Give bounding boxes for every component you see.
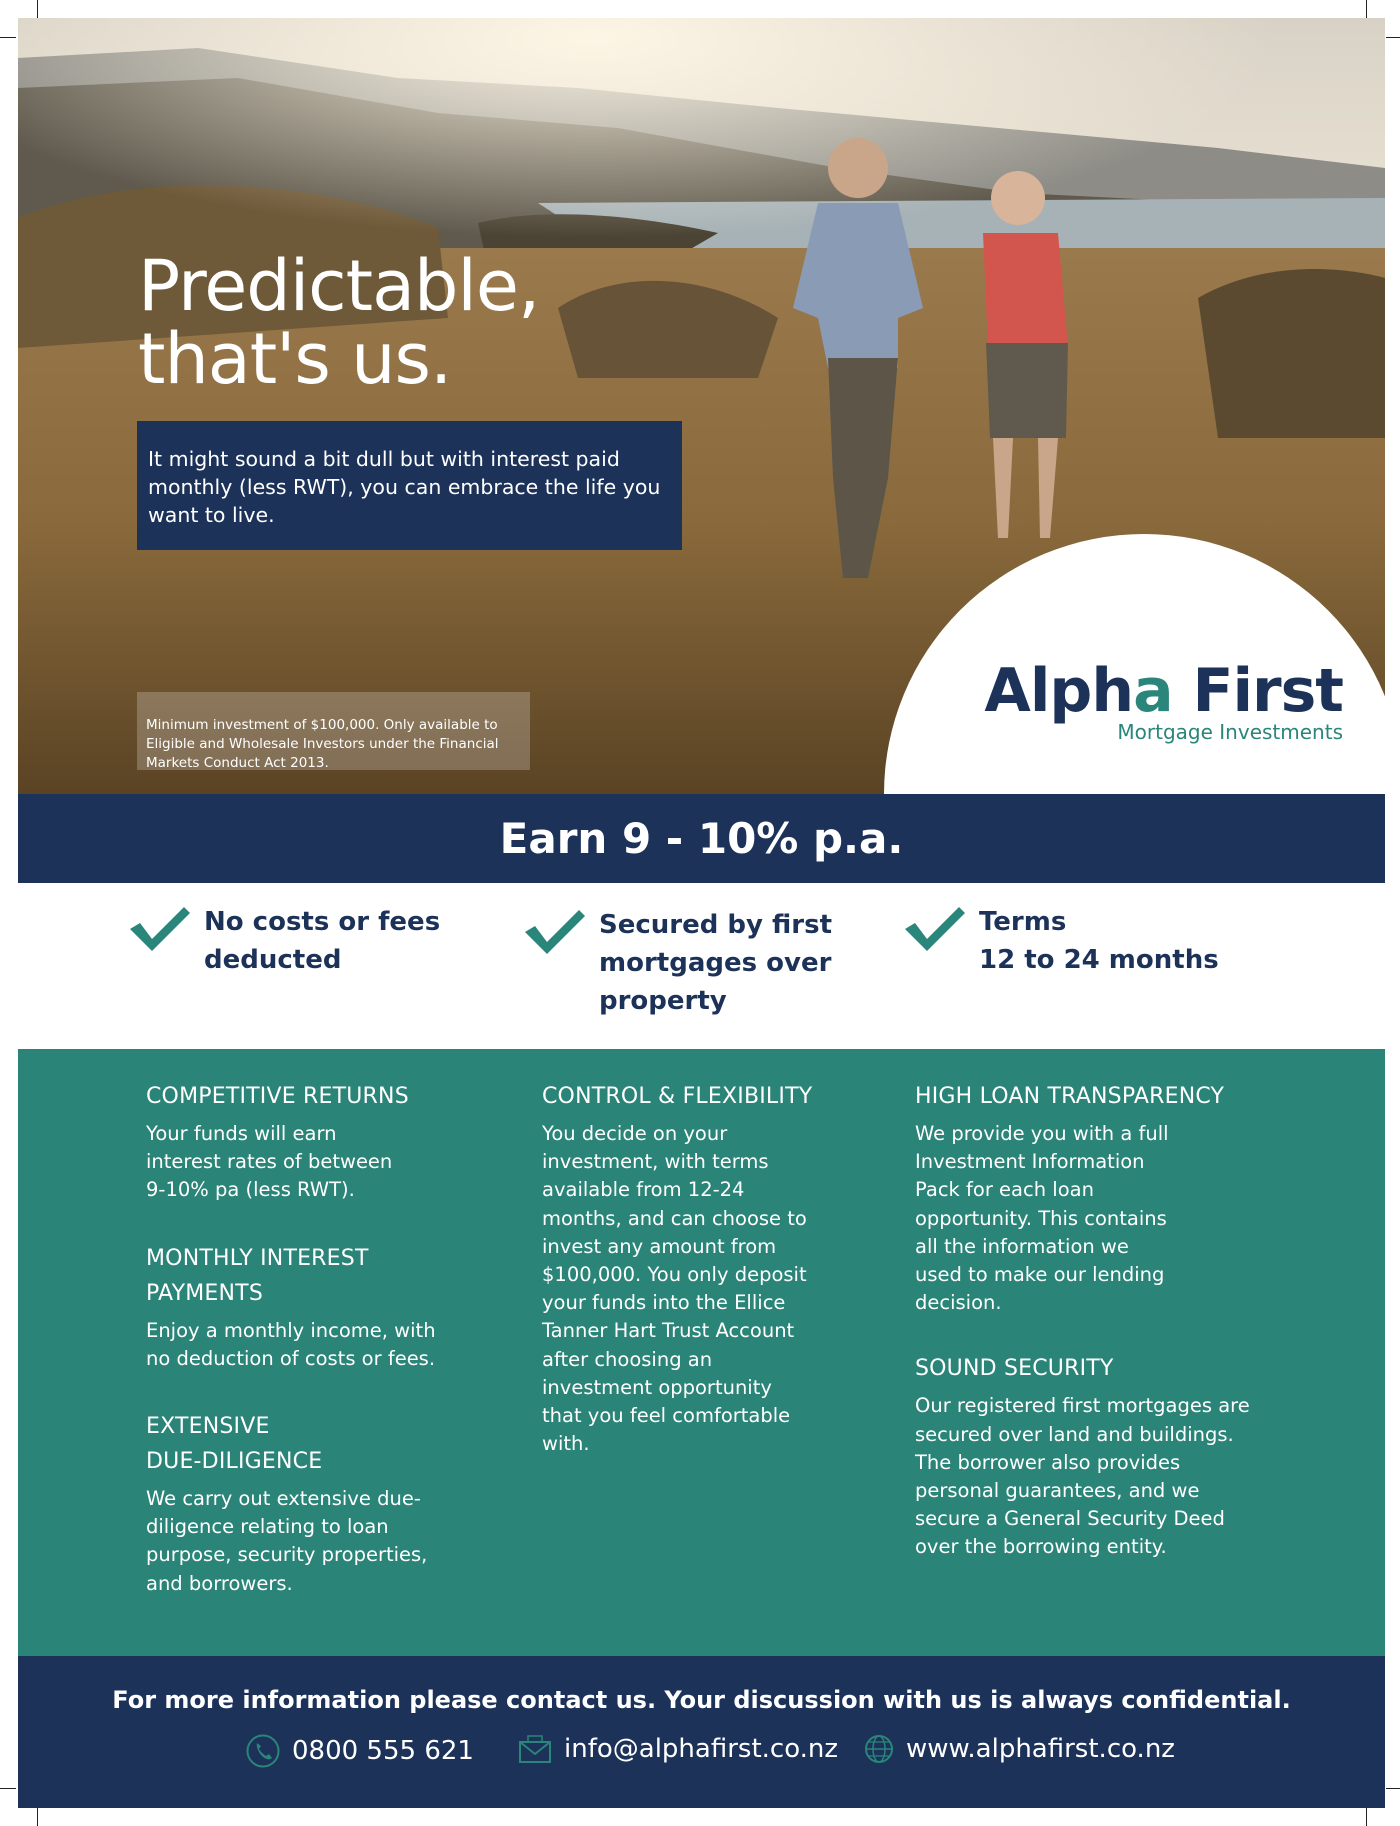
crop-mark [1386,1788,1400,1789]
checkmark-icon [128,903,190,953]
section-title: CONTROL & FLEXIBILITY [542,1084,813,1109]
feature-text: Secured by first [599,910,833,940]
fine-print-disclaimer: Minimum investment of $100,000. Only available to Eligible and Wholesale Investors under the Financial Markets Conduct Act 2013. [137,692,530,770]
feature-text: property [599,986,727,1016]
feature-terms [903,903,1219,979]
contact-website[interactable] [864,1734,1175,1764]
hero-headline [138,245,540,400]
crop-mark [1366,1808,1367,1826]
company-logo [953,658,1343,744]
contact-phone[interactable] [246,1734,474,1768]
headline-line-1: Predictable, [138,245,540,327]
feature-no-fees [128,903,440,979]
crop-mark [1366,0,1367,18]
headline-line-2: that's us. [138,318,452,400]
section-body: We provide you with a full Investment Information Pack for each loan opportunity. This contains all the information we used to make our lending decision. [915,1122,1169,1315]
section-body: We carry out extensive due-diligence relating to loan purpose, security properties, and borrowers. [146,1487,428,1595]
feature-secured [523,906,832,1020]
logo-wordmark: Alpha First [984,656,1343,726]
section-body: Enjoy a monthly income, with no deduction of costs or fees. [146,1318,436,1370]
contact-email[interactable] [518,1734,838,1764]
section-title: COMPETITIVE RETURNS [146,1084,409,1109]
benefits-column-1 [146,1079,466,1598]
phone-icon [246,1734,280,1768]
benefits-column-3 [915,1079,1275,1562]
benefits-section [18,1049,1385,1656]
website-url[interactable]: www.alphafirst.co.nz [906,1734,1175,1764]
crop-mark [1386,37,1400,38]
section-title: SOUND SECURITY [915,1356,1114,1382]
section-body: You decide on your investment, with terms available from 12-24 months, and can choose to invest any amount from $100,000. You only deposit your funds into the Ellice Tanner Hart Trust Account after choosing an investment opportunity that you feel comfortable with. [542,1122,807,1456]
crop-mark [37,1808,38,1826]
crop-mark [0,1788,16,1789]
email-address[interactable]: info@alphafirst.co.nz [564,1734,839,1764]
globe-icon [864,1734,894,1764]
section-title: HIGH LOAN TRANSPARENCY [915,1084,1225,1109]
section-body: Your funds will earn interest rates of between 9-10% pa (less RWT). [146,1122,393,1202]
crop-mark [37,0,38,18]
section-title: EXTENSIVE DUE-DILIGENCE [146,1414,323,1475]
benefits-column-2 [542,1079,842,1458]
section-title: MONTHLY INTEREST PAYMENTS [146,1245,369,1306]
feature-text: No costs or fees [204,907,441,937]
intro-text-box: It might sound a bit dull but with interest paid monthly (less RWT), you can embrace the life you want to live. [137,421,682,550]
feature-text: mortgages over [599,948,832,978]
email-icon [518,1734,552,1764]
feature-text: 12 to 24 months [979,945,1219,975]
hero-section [18,18,1385,794]
earn-rate-banner: Earn 9 - 10% p.a. [18,794,1385,883]
section-body: Our registered first mortgages are secured over land and buildings. The borrower also provides personal guarantees, and we secure a General Security Deed over the borrowing entity. [915,1394,1250,1559]
crop-mark [0,37,16,38]
contact-footer [18,1656,1385,1808]
feature-text: deducted [204,945,342,975]
checkmark-icon [903,903,965,953]
feature-text: Terms [979,907,1067,937]
footer-message: For more information please contact us. Your discussion with us is always confidential. [112,1686,1291,1714]
checkmark-icon [523,906,585,956]
phone-number[interactable]: 0800 555 621 [292,1736,474,1766]
logo-tagline: Mortgage Investments [1117,720,1343,744]
